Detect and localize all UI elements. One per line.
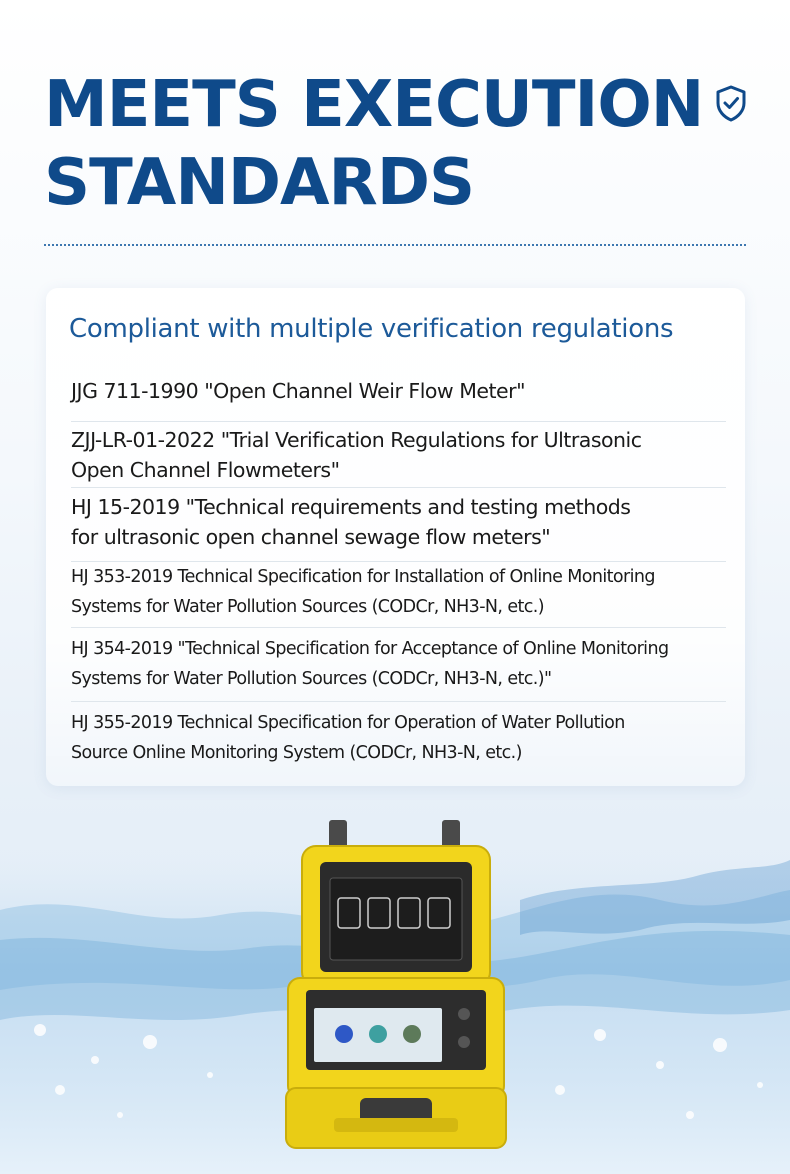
page-title-line-2: STANDARDS: [44, 146, 475, 220]
list-item-line: HJ 354-2019 "Technical Specification for Acceptance of Online Monitoring: [71, 639, 669, 659]
list-item-line: HJ 15-2019 "Technical requirements and testing methods: [71, 495, 631, 519]
regulations-list: [71, 376, 726, 772]
list-item: [71, 702, 726, 772]
list-item-line: HJ 353-2019 Technical Specification for Installation of Online Monitoring: [71, 567, 655, 587]
list-item: [71, 422, 726, 488]
card-title: Compliant with multiple verification regulations: [69, 314, 674, 344]
flowmeter-device-image: [274, 818, 518, 1170]
list-item-line: JJG 711-1990 "Open Channel Weir Flow Meter": [71, 379, 526, 403]
list-item-line: Open Channel Flowmeters": [71, 458, 340, 482]
page-title-line-1: MEETS EXECUTION: [44, 68, 704, 142]
list-item-line: Source Online Monitoring System (CODCr, NH3-N, etc.): [71, 743, 522, 763]
list-item: [71, 488, 726, 562]
title-divider: [44, 244, 746, 246]
page-title: [44, 66, 704, 222]
list-item: [71, 562, 726, 628]
list-item-line: Systems for Water Pollution Sources (CODCr, NH3-N, etc.): [71, 597, 544, 617]
shield-check-icon: [714, 84, 748, 122]
list-item-line: ZJJ-LR-01-2022 "Trial Verification Regulations for Ultrasonic: [71, 428, 642, 452]
list-item: [71, 628, 726, 702]
list-item: [71, 376, 726, 422]
list-item-line: HJ 355-2019 Technical Specification for Operation of Water Pollution: [71, 713, 625, 733]
regulations-card: [46, 288, 745, 786]
list-item-line: for ultrasonic open channel sewage flow meters": [71, 525, 551, 549]
list-item-line: Systems for Water Pollution Sources (CODCr, NH3-N, etc.)": [71, 669, 552, 689]
